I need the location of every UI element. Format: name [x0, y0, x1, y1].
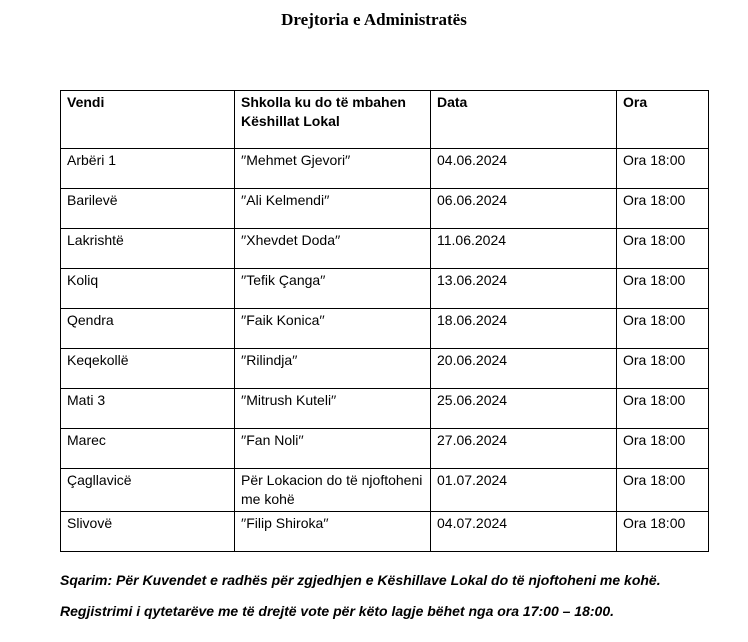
cell-data: 11.06.2024: [431, 229, 617, 269]
cell-ora: Ora 18:00: [617, 389, 709, 429]
cell-vendi: Marec: [61, 429, 235, 469]
cell-data: 04.07.2024: [431, 512, 617, 552]
header-shkolla: Shkolla ku do të mbahen Këshillat Lokal: [235, 91, 431, 149]
cell-vendi: Barilevë: [61, 189, 235, 229]
cell-shkolla: ′′Tefik Çanga′′: [235, 269, 431, 309]
cell-vendi: Koliq: [61, 269, 235, 309]
cell-ora: Ora 18:00: [617, 149, 709, 189]
table-row: [61, 389, 709, 429]
header-ora: Ora: [617, 91, 709, 149]
cell-data: 25.06.2024: [431, 389, 617, 429]
cell-ora: Ora 18:00: [617, 309, 709, 349]
table-row: [61, 429, 709, 469]
table-row: [61, 469, 709, 512]
header-vendi: Vendi: [61, 91, 235, 149]
cell-shkolla: ′′Fan Noli′′: [235, 429, 431, 469]
cell-data: 13.06.2024: [431, 269, 617, 309]
clarification-note: Sqarim: Për Kuvendet e radhës për zgjedhjen e Këshillave Lokal do të njoftoheni me kohë.: [60, 572, 661, 588]
cell-shkolla: ′′Mehmet Gjevori′′: [235, 149, 431, 189]
table-row: [61, 229, 709, 269]
cell-ora: Ora 18:00: [617, 469, 709, 512]
cell-data: 01.07.2024: [431, 469, 617, 512]
table-row: [61, 149, 709, 189]
cell-shkolla: Për Lokacion do të njoftoheni me kohë: [235, 469, 431, 512]
cell-ora: Ora 18:00: [617, 512, 709, 552]
cell-data: 04.06.2024: [431, 149, 617, 189]
table-row: [61, 269, 709, 309]
cell-vendi: Qendra: [61, 309, 235, 349]
cell-data: 18.06.2024: [431, 309, 617, 349]
cell-vendi: Mati 3: [61, 389, 235, 429]
cell-shkolla: ′′Rilindja′′: [235, 349, 431, 389]
cell-vendi: Keqekollë: [61, 349, 235, 389]
cell-ora: Ora 18:00: [617, 429, 709, 469]
table-row: [61, 189, 709, 229]
cell-ora: Ora 18:00: [617, 269, 709, 309]
header-data: Data: [431, 91, 617, 149]
cell-ora: Ora 18:00: [617, 349, 709, 389]
cell-data: 27.06.2024: [431, 429, 617, 469]
cell-ora: Ora 18:00: [617, 229, 709, 269]
cell-shkolla: ′′Filip Shiroka′′: [235, 512, 431, 552]
page-title: Drejtoria e Administratës: [281, 10, 467, 29]
cell-vendi: Slivovë: [61, 512, 235, 552]
schedule-table: [60, 90, 709, 552]
cell-vendi: Arbëri 1: [61, 149, 235, 189]
registration-note: Regjistrimi i qytetarëve me të drejtë vote për këto lagje bëhet nga ora 17:00 – 18:00.: [60, 603, 614, 619]
cell-vendi: Çagllavicë: [61, 469, 235, 512]
cell-shkolla: ′′Xhevdet Doda′′: [235, 229, 431, 269]
table-row: [61, 349, 709, 389]
cell-shkolla: ′′Ali Kelmendi′′: [235, 189, 431, 229]
cell-ora: Ora 18:00: [617, 189, 709, 229]
table-header-row: [61, 91, 709, 149]
cell-shkolla: ′′Mitrush Kuteli′′: [235, 389, 431, 429]
cell-vendi: Lakrishtë: [61, 229, 235, 269]
cell-data: 20.06.2024: [431, 349, 617, 389]
cell-shkolla: ′′Faik Konica′′: [235, 309, 431, 349]
table-row: [61, 512, 709, 552]
cell-data: 06.06.2024: [431, 189, 617, 229]
table-row: [61, 309, 709, 349]
